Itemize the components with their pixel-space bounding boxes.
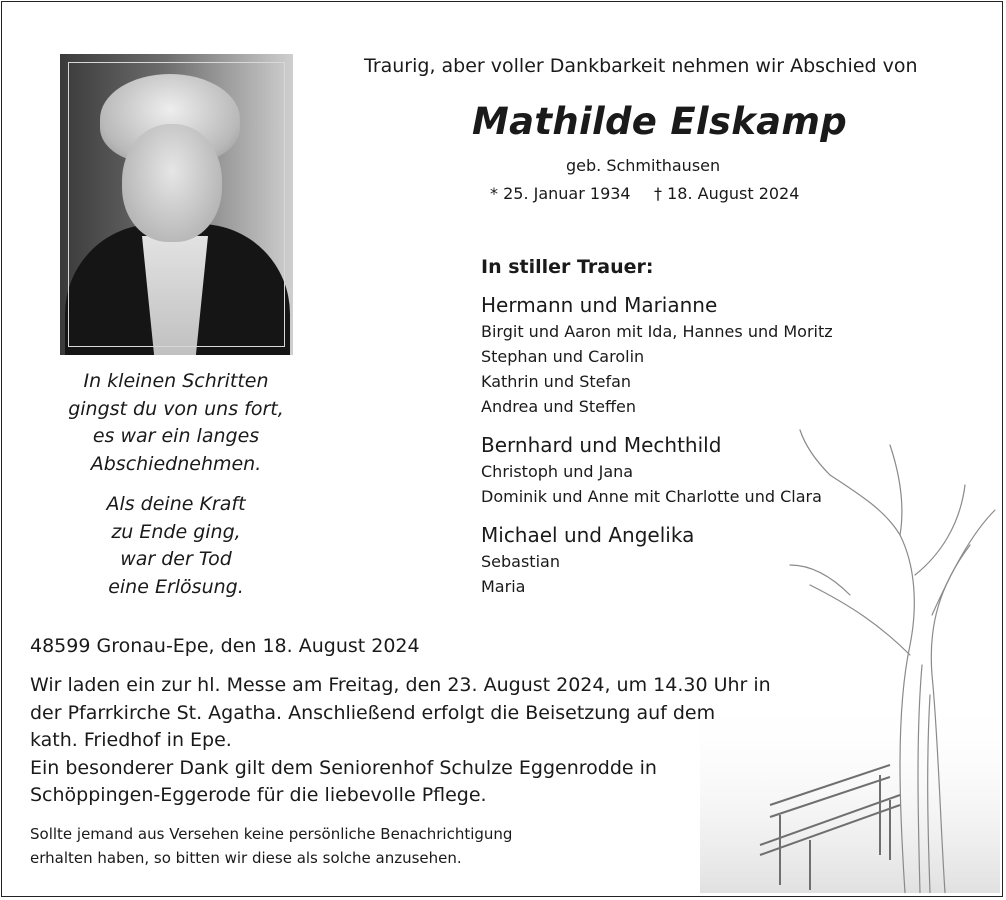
family-group-3 [481, 521, 694, 599]
poem-line: gingst du von uns fort, [68, 397, 284, 420]
family-main-name: Michael und Angelika [481, 523, 695, 547]
intro-text: Traurig, aber voller Dankbarkeit nehmen wir Abschied von [364, 55, 918, 77]
poem-line: eine Erlösung. [108, 575, 244, 598]
family-member: Andrea und Steffen [481, 397, 637, 416]
invitation-line: Schöppingen-Eggerode für die liebevolle Pflege. [30, 784, 487, 806]
poem-line: Als deine Kraft [106, 493, 246, 515]
family-main-name: Hermann und Marianne [481, 293, 718, 317]
family-member: Kathrin und Stefan [481, 372, 632, 391]
maiden-name: geb. Schmithausen [566, 156, 721, 175]
family-group-1 [481, 291, 833, 419]
poem-line: war der Tod [120, 548, 232, 570]
place-date: 48599 Gronau-Epe, den 18. August 2024 [30, 635, 420, 657]
family-main-name: Bernhard und Mechthild [481, 433, 722, 457]
family-member: Birgit und Aaron mit Ida, Hannes und Moritz [481, 322, 833, 341]
portrait-photo [60, 54, 293, 355]
poem-line: Abschiednehmen. [90, 452, 262, 475]
birth-date: * 25. Januar 1934 [490, 184, 631, 203]
family-group-2 [481, 431, 822, 509]
family-member: Dominik und Anne mit Charlotte und Clara [481, 487, 822, 506]
notice-line: erhalten haben, so bitten wir diese als solche anzusehen. [30, 848, 462, 867]
poem-line: In kleinen Schritten [83, 370, 269, 392]
mourning-heading: In stiller Trauer: [481, 256, 654, 278]
deceased-name: Mathilde Elskamp [472, 100, 848, 143]
notice-text [30, 823, 512, 870]
poem-line: es war ein langes [92, 425, 260, 447]
family-member: Sebastian [481, 552, 560, 571]
poem-line: zu Ende ging, [111, 520, 241, 543]
invitation-line: Ein besonderer Dank gilt dem Seniorenhof Schulze Eggenrodde in [30, 756, 657, 779]
family-member: Stephan und Carolin [481, 347, 645, 366]
invitation-text [30, 672, 771, 810]
invitation-line: der Pfarrkirche St. Agatha. Anschließend erfolgt die Beisetzung auf dem [30, 701, 716, 724]
family-member: Christoph und Jana [481, 462, 634, 481]
invitation-line: Wir laden ein zur hl. Messe am Freitag, den 23. August 2024, um 14.30 Uhr in [30, 674, 771, 696]
notice-line: Sollte jemand aus Versehen keine persönliche Benachrichtigung [30, 825, 513, 843]
poem-stanza-2 [30, 491, 322, 601]
invitation-line: kath. Friedhof in Epe. [30, 729, 232, 751]
death-date: † 18. August 2024 [654, 184, 800, 203]
poem-stanza-1 [30, 368, 322, 478]
family-member: Maria [481, 577, 526, 596]
